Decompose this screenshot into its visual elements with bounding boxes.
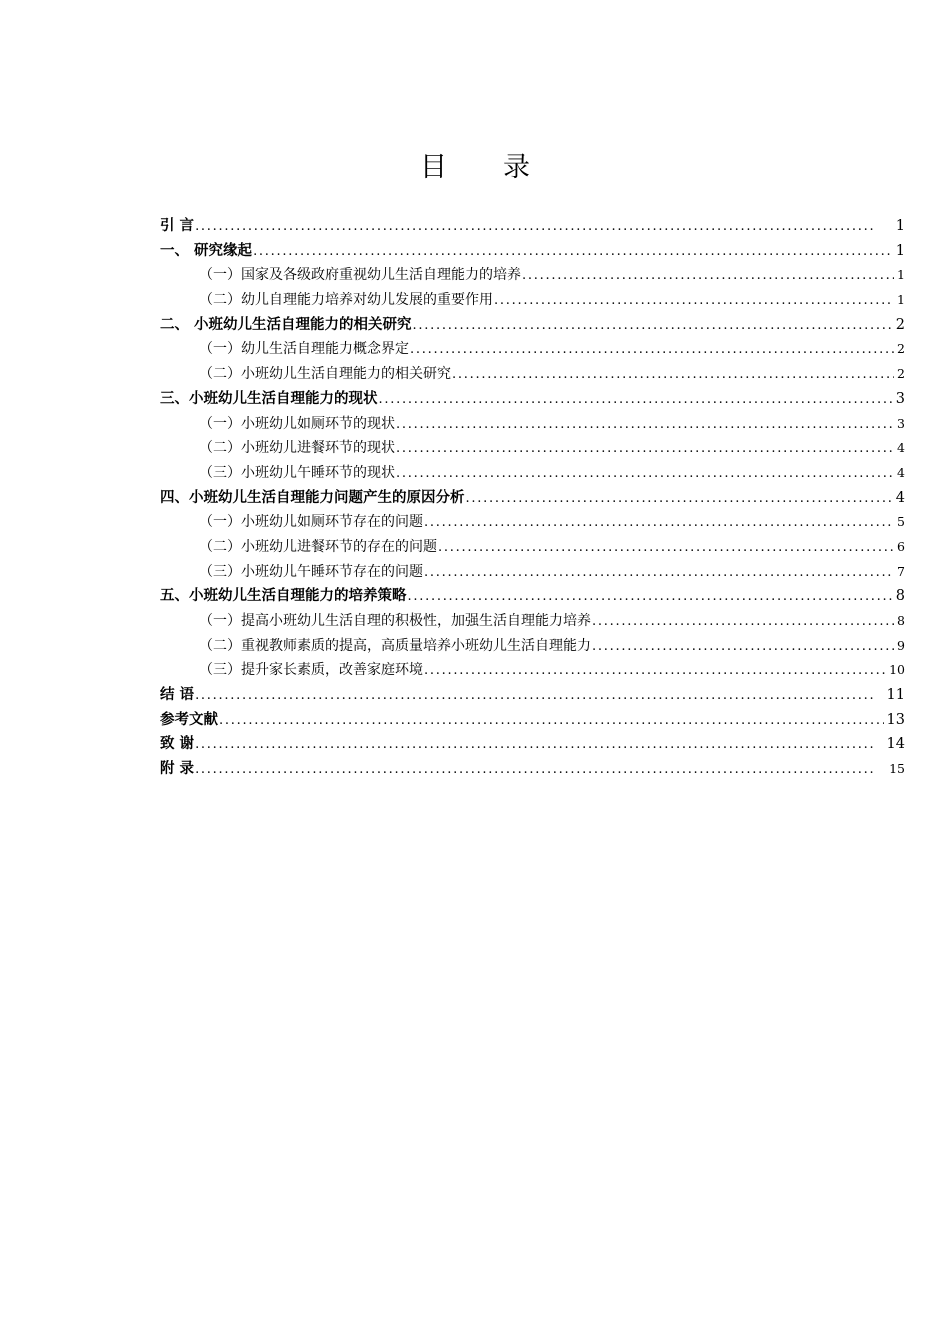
toc-leader-dots xyxy=(396,437,894,462)
toc-entry[interactable] xyxy=(160,214,905,239)
toc-leader-dots xyxy=(253,240,893,265)
title-char-left: 目 xyxy=(420,152,447,183)
toc-page-number: 2 xyxy=(897,341,905,357)
toc-entry-label: （三）小班幼儿午睡环节存在的问题 xyxy=(199,563,423,580)
toc-page-number: 3 xyxy=(895,390,905,407)
toc-page-number: 1 xyxy=(895,218,905,234)
toc-leader-dots xyxy=(396,413,894,438)
toc-page-number: 4 xyxy=(897,464,905,480)
toc-entry-label: （一）国家及各级政府重视幼儿生活自理能力的培养 xyxy=(199,267,521,284)
toc-leader-dots xyxy=(413,314,893,339)
toc-entry-label: （一）幼儿生活自理能力概念界定 xyxy=(199,341,409,358)
toc-entry[interactable] xyxy=(160,708,905,733)
toc-page-number: 14 xyxy=(886,736,905,753)
toc-page-number: 1 xyxy=(897,292,905,308)
toc-subentry[interactable] xyxy=(160,288,905,313)
table-of-contents xyxy=(160,214,905,782)
toc-leader-dots xyxy=(466,487,893,512)
toc-leader-dots xyxy=(410,338,894,363)
toc-entry[interactable] xyxy=(160,387,905,412)
toc-entry[interactable] xyxy=(160,486,905,511)
toc-subentry[interactable] xyxy=(160,412,905,437)
toc-leader-dots xyxy=(379,388,893,413)
toc-leader-dots xyxy=(452,363,894,388)
toc-entry-label: 致 谢 xyxy=(160,736,195,753)
page-title xyxy=(0,145,950,184)
toc-page-number: 6 xyxy=(897,538,905,554)
toc-leader-dots xyxy=(195,684,883,709)
toc-leader-dots xyxy=(438,536,894,561)
toc-subentry[interactable] xyxy=(160,560,905,585)
toc-page-number: 1 xyxy=(895,242,905,259)
toc-leader-dots xyxy=(424,659,886,684)
toc-subentry[interactable] xyxy=(160,263,905,288)
toc-entry-label: 参考文献 xyxy=(160,711,218,728)
title-char-right: 录 xyxy=(503,152,530,183)
toc-entry-label: 一、 研究缘起 xyxy=(160,242,253,259)
toc-subentry[interactable] xyxy=(160,658,905,683)
toc-page-number: 10 xyxy=(889,662,905,678)
toc-entry-label: 三、小班幼儿生活自理能力的现状 xyxy=(160,390,378,407)
toc-entry-label: （二）小班幼儿生活自理能力的相关研究 xyxy=(199,366,451,383)
toc-leader-dots xyxy=(408,585,893,610)
toc-page-number: 13 xyxy=(886,711,905,728)
toc-page-number: 8 xyxy=(897,613,905,628)
toc-page-number: 11 xyxy=(886,687,905,704)
toc-leader-dots xyxy=(195,733,883,758)
toc-entry-label: 四、小班幼儿生活自理能力问题产生的原因分析 xyxy=(160,489,465,506)
toc-subentry[interactable] xyxy=(160,461,905,486)
toc-page-number: 3 xyxy=(897,415,905,431)
toc-entry[interactable] xyxy=(160,313,905,338)
toc-page-number: 2 xyxy=(897,366,905,382)
toc-page-number: 4 xyxy=(897,440,905,456)
toc-page-number: 2 xyxy=(895,316,905,333)
toc-entry-label: 引 言 xyxy=(160,218,195,234)
toc-page-number: 15 xyxy=(889,761,905,777)
toc-subentry[interactable] xyxy=(160,510,905,535)
toc-leader-dots xyxy=(219,709,884,734)
toc-entry-label: （三）提升家长素质，改善家庭环境 xyxy=(199,662,423,679)
toc-leader-dots xyxy=(522,264,894,289)
toc-entry-label: （一）小班幼儿如厕环节的现状 xyxy=(199,415,395,432)
toc-entry[interactable] xyxy=(160,732,905,757)
toc-entry-label: （一）小班幼儿如厕环节存在的问题 xyxy=(199,514,423,531)
toc-entry[interactable] xyxy=(160,584,905,609)
toc-subentry[interactable] xyxy=(160,535,905,560)
toc-leader-dots xyxy=(592,635,894,660)
toc-entry[interactable] xyxy=(160,239,905,264)
toc-entry-label: 结 语 xyxy=(160,687,195,704)
toc-entry-label: （二）幼儿自理能力培养对幼儿发展的重要作用 xyxy=(199,292,493,309)
toc-entry[interactable] xyxy=(160,683,905,708)
toc-page-number: 1 xyxy=(897,267,905,283)
toc-leader-dots xyxy=(424,561,894,586)
toc-page-number: 8 xyxy=(895,588,905,605)
toc-leader-dots xyxy=(424,511,894,536)
toc-subentry[interactable] xyxy=(160,337,905,362)
toc-leader-dots xyxy=(195,215,893,240)
toc-subentry[interactable] xyxy=(160,436,905,461)
toc-entry-label: （二）小班幼儿进餐环节的现状 xyxy=(199,440,395,457)
toc-entry-label: （三）小班幼儿午睡环节的现状 xyxy=(199,464,395,481)
toc-entry-label: 五、小班幼儿生活自理能力的培养策略 xyxy=(160,588,407,605)
toc-leader-dots xyxy=(494,289,894,314)
toc-leader-dots xyxy=(195,758,886,783)
toc-entry-label: （一）提高小班幼儿生活自理的积极性，加强生活自理能力培养 xyxy=(199,613,591,629)
toc-page-number: 4 xyxy=(895,489,905,506)
toc-entry-label: 附 录 xyxy=(160,761,195,778)
toc-entry-label: （二）小班幼儿进餐环节的存在的问题 xyxy=(199,538,437,555)
toc-leader-dots xyxy=(592,610,894,635)
toc-subentry[interactable] xyxy=(160,634,905,659)
toc-subentry[interactable] xyxy=(160,609,905,634)
toc-page-number: 7 xyxy=(897,563,905,579)
toc-leader-dots xyxy=(396,462,894,487)
toc-entry[interactable] xyxy=(160,757,905,782)
toc-entry-label: （二）重视教师素质的提高，高质量培养小班幼儿生活自理能力 xyxy=(199,637,591,654)
toc-page-number: 5 xyxy=(897,514,905,530)
toc-subentry[interactable] xyxy=(160,362,905,387)
toc-page-number: 9 xyxy=(897,637,905,653)
toc-entry-label: 二、 小班幼儿生活自理能力的相关研究 xyxy=(160,316,412,333)
